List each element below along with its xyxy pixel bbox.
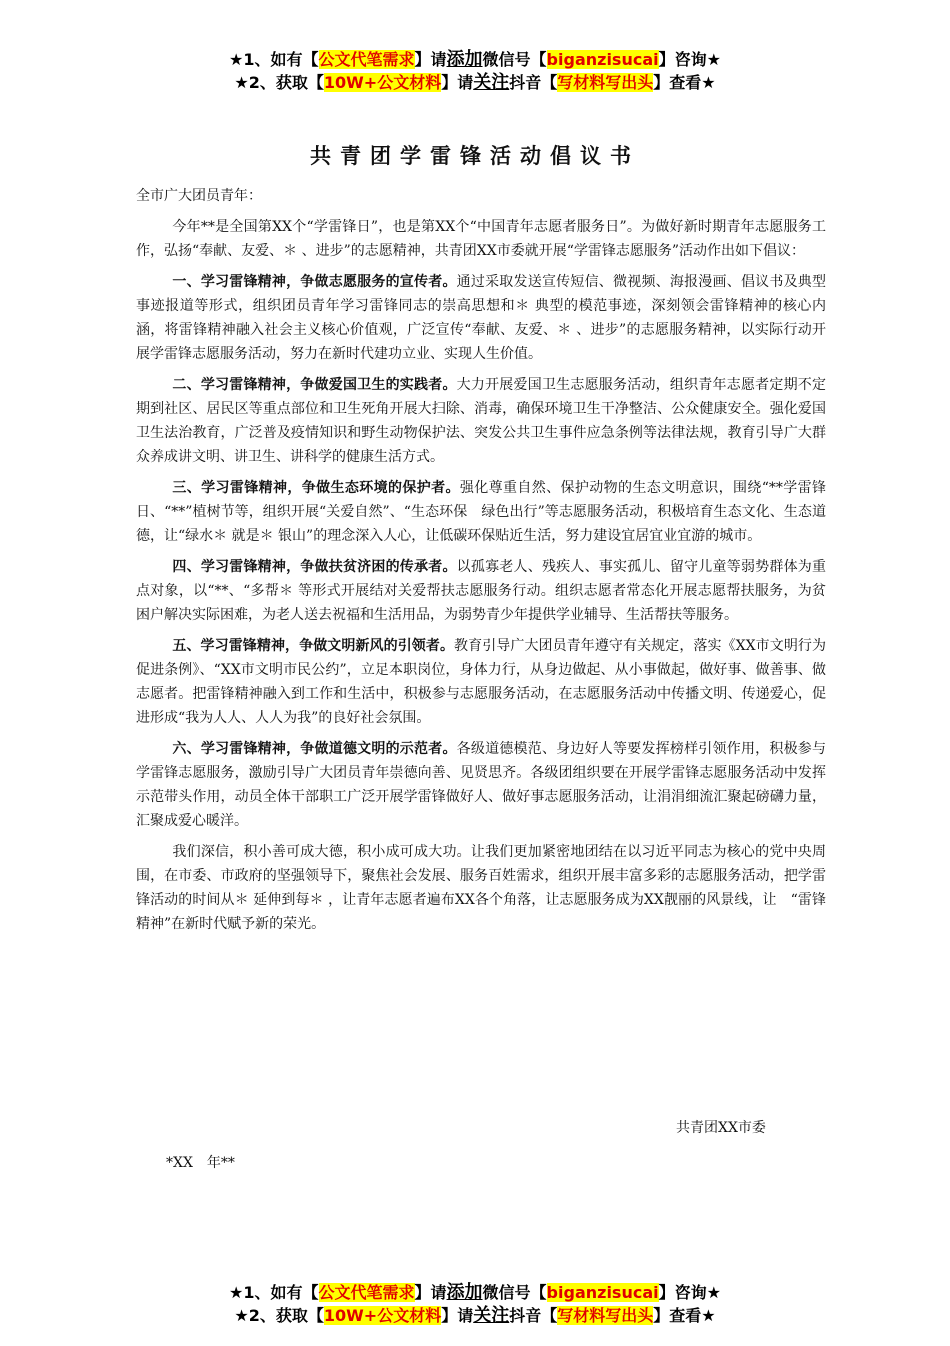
emphasis-text: 添加: [446, 49, 483, 70]
proposal-item-6: [136, 737, 826, 833]
highlight-text: biganzisucai: [546, 1283, 659, 1302]
highlight-text: 公文代笔需求: [318, 1283, 415, 1302]
proposal-text: 以孤寡老人、残疾人、事实孤儿、留守儿童等弱势群体为重点对象，以“**、“多帮＊ 等形式开展结对关爱帮扶志愿服务行动。组织志愿者常态化开展志愿帮扶服务，为贫困户解决实际困难，为老人送去祝福和生活用品，为弱势青少年提供学业辅导、生活帮扶等服务。: [136, 559, 827, 623]
highlight-text: 10W+公文材料: [323, 1306, 442, 1325]
emphasis-text: 添加: [446, 1282, 483, 1303]
promo-text: 】请: [414, 50, 447, 69]
promo-line-1: [0, 1281, 950, 1304]
promo-text: ★1、如有【: [229, 50, 319, 69]
proposal-heading: 三、学习雷锋精神，争做生态环境的保护者。: [172, 480, 460, 496]
highlight-text: 公文代笔需求: [318, 50, 415, 69]
promo-text: 】咨询★: [658, 50, 721, 69]
promo-text: 】请: [441, 1306, 474, 1325]
top-promo-banner: [0, 48, 950, 94]
promo-text: ★2、获取【: [234, 1306, 324, 1325]
promo-text: 】查看★: [653, 1306, 716, 1325]
promo-text: 】请: [414, 1283, 447, 1302]
proposal-heading: 五、学习雷锋精神，争做文明新风的引领者。: [172, 638, 455, 654]
promo-text: 抖音【: [509, 73, 558, 92]
promo-text: 微信号【: [482, 1283, 547, 1302]
promo-line-2: [0, 71, 950, 94]
closing-paragraph: 我们深信，积小善可成大德，积小成可成大功。让我们更加紧密地团结在以习近平同志为核心的党中央周围，在市委、市政府的坚强领导下，聚焦社会发展、服务百姓需求，组织开展丰富多彩的志愿服务活动，把学雷锋活动的时间从＊ 延伸到每＊ ，让青年志愿者遍布XX各个角落，让志愿服务成为XX靓丽的风景线，让 “雷锋精神”在新时代赋予新的荣光。: [136, 844, 826, 932]
promo-line-2: [0, 1304, 950, 1327]
emphasis-text: 关注: [473, 72, 510, 93]
proposal-text: 大力开展爱国卫生志愿服务活动，组织青年志愿者定期不定期到社区、居民区等重点部位和卫生死角开展大扫除、消毒，确保环境卫生干净整洁、公众健康安全。强化爱国卫生法治教育，广泛普及疫情知识和野生动物保护法、突发公共卫生事件应急条例等法律法规，教育引导广大群众养成讲文明、讲卫生、讲科学的健康生活方式。: [136, 377, 827, 465]
proposal-item-4: [136, 555, 826, 627]
document-title: 共青团学雷锋活动倡议书: [310, 144, 640, 168]
promo-line-1: [0, 48, 950, 71]
proposal-item-1: [136, 270, 826, 366]
proposal-heading: 六、学习雷锋精神，争做道德文明的示范者。: [172, 741, 457, 757]
proposal-text: 强化尊重自然、保护动物的生态文明意识，围绕“**学雷锋日、“**”植树节等，组织开展“关爱自然”、“生态环保 绿色出行”等志愿服务活动，积极培育生态文化、生态道德，让“绿水＊ 就是＊ 银山”的理念深入人心，让低碳环保贴近生活，努力建设宜居宜业宜游的城市。: [136, 480, 827, 544]
proposal-item-5: [136, 634, 826, 730]
proposal-heading: 四、学习雷锋精神，争做扶贫济困的传承者。: [172, 559, 457, 575]
promo-text: 】查看★: [653, 73, 716, 92]
highlight-text: 写材料写出头: [557, 1306, 654, 1325]
promo-text: 】咨询★: [658, 1283, 721, 1302]
proposal-text: 通过采取发送宣传短信、微视频、海报漫画、倡议书及典型事迹报道等形式，组织团员青年学习雷锋同志的崇高思想和＊ 典型的模范事迹，深刻领会雷锋精神的核心内涵，将雷锋精神融入社会主义核心价值观，广泛宣传“奉献、友爱、＊ 、进步”的志愿服务精神，以实际行动开展学雷锋志愿服务活动，努力在新时代建功立业、实现人生价值。: [136, 274, 827, 362]
document-body: [136, 184, 826, 943]
proposal-item-3: [136, 476, 826, 548]
document-date: *XX 年**: [166, 1155, 235, 1171]
proposal-heading: 二、学习雷锋精神，争做爱国卫生的实践者。: [172, 377, 457, 393]
proposal-item-2: [136, 373, 826, 469]
proposal-heading: 一、学习雷锋精神，争做志愿服务的宣传者。: [172, 274, 457, 290]
promo-text: ★1、如有【: [229, 1283, 319, 1302]
bottom-promo-banner: [0, 1281, 950, 1327]
promo-text: 微信号【: [482, 50, 547, 69]
salutation: 全市广大团员青年：: [136, 188, 262, 204]
proposal-text: 各级道德模范、身边好人等要发挥榜样引领作用，积极参与学雷锋志愿服务，激励引导广大团员青年崇德向善、见贤思齐。各级团组织要在开展学雷锋志愿服务活动中发挥示范带头作用，动员全体干部职工广泛开展学雷锋做好人、做好事志愿服务活动，让涓涓细流汇聚起磅礴力量，汇聚成爱心暖洋。: [136, 741, 827, 829]
signature: 共青团XX市委: [676, 1120, 766, 1136]
promo-text: 】请: [441, 73, 474, 92]
promo-text: 抖音【: [509, 1306, 558, 1325]
highlight-text: 10W+公文材料: [323, 73, 442, 92]
highlight-text: biganzisucai: [546, 50, 659, 69]
proposal-text: 教育引导广大团员青年遵守有关规定，落实《XX市文明行为促进条例》、“XX市文明市民公约”，立足本职岗位，身体力行，从身边做起、从小事做起，做好事、做善事、做志愿者。把雷锋精神融入到工作和生活中，积极参与志愿服务活动，在志愿服务活动中传播文明、传递爱心，促进形成“我为人人、人人为我”的良好社会氛围。: [136, 638, 827, 726]
emphasis-text: 关注: [473, 1305, 510, 1326]
promo-text: ★2、获取【: [234, 73, 324, 92]
highlight-text: 写材料写出头: [557, 73, 654, 92]
intro-paragraph: 今年**是全国第XX个“学雷锋日”，也是第XX个“中国青年志愿者服务日”。为做好新时期青年志愿服务工作，弘扬“奉献、友爱、＊ 、进步”的志愿精神，共青团XX市委就开展“学雷锋志愿服务”活动作出如下倡议：: [136, 219, 826, 259]
